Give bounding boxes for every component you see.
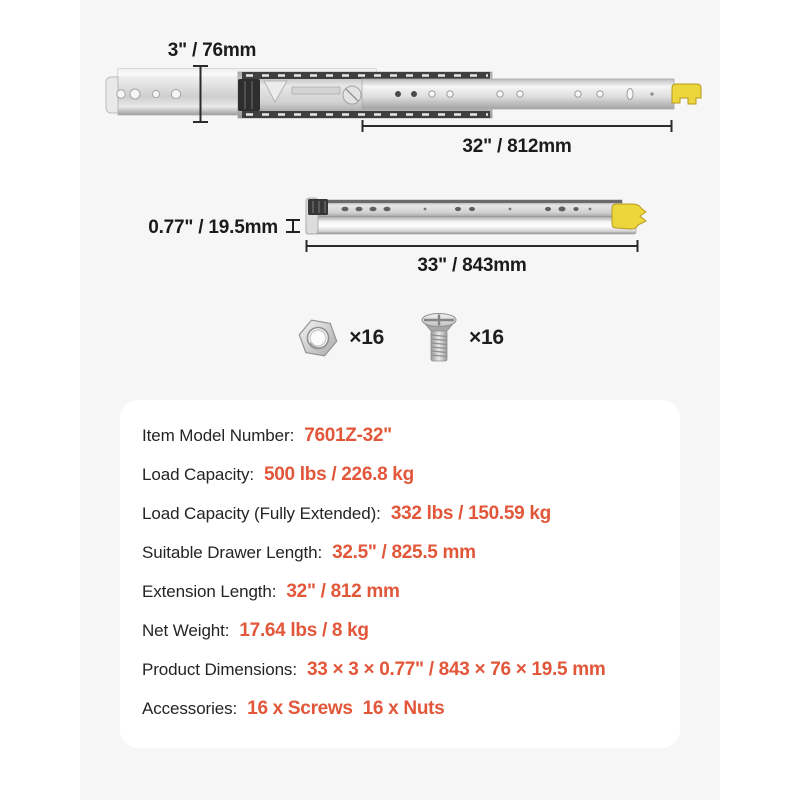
rail-slot <box>292 87 340 94</box>
lock-mechanism-block <box>238 79 260 111</box>
spec-label: Extension Length: <box>142 582 277 601</box>
nut-count: ×16 <box>349 326 384 349</box>
spec-value: 7601Z-32" <box>304 425 392 446</box>
spec-label: Accessories: <box>142 699 238 718</box>
spec-label: Load Capacity (Fully Extended): <box>142 504 381 523</box>
spec-value: 17.64 lbs / 8 kg <box>239 620 369 641</box>
spec-value: 32" / 812 mm <box>286 581 400 602</box>
spec-row-product-dimensions <box>142 657 660 683</box>
flat-head-screw-icon <box>418 311 460 365</box>
top-rail-edge <box>312 200 622 203</box>
nut-group <box>296 317 384 359</box>
spec-value: 16 x Screws 16 x Nuts <box>247 698 445 719</box>
spec-row-model <box>142 423 660 449</box>
spec-label: Load Capacity: <box>142 465 255 484</box>
yellow-lock-lever <box>612 204 646 229</box>
spec-label: Suitable Drawer Length: <box>142 543 323 562</box>
height-dimension-label: 3" / 76mm <box>167 40 257 61</box>
extension-dimension-line <box>363 120 672 132</box>
spec-row-load-capacity-extended <box>142 501 660 527</box>
spec-row-net-weight <box>142 618 660 644</box>
length-dimension-label: 33" / 843mm <box>417 255 527 276</box>
extended-slide-diagram <box>80 25 720 170</box>
spec-label: Product Dimensions: <box>142 660 297 679</box>
spec-value: 32.5" / 825.5 mm <box>332 542 476 563</box>
extension-dimension-label: 32" / 812mm <box>462 136 572 157</box>
specifications-panel <box>120 400 680 748</box>
spec-label: Net Weight: <box>142 621 230 640</box>
spec-row-drawer-length <box>142 540 660 566</box>
thickness-dimension-label: 0.77" / 19.5mm <box>148 217 278 238</box>
spec-value: 500 lbs / 226.8 kg <box>264 464 414 485</box>
spec-value: 332 lbs / 150.59 kg <box>390 503 551 524</box>
screw-count: ×16 <box>469 326 504 349</box>
spec-row-extension-length <box>142 579 660 605</box>
closed-slide-bottom-rail <box>306 216 636 234</box>
closed-slide-diagram <box>80 175 720 285</box>
spec-value: 33 × 3 × 0.77" / 843 × 76 × 19.5 mm <box>306 659 606 680</box>
screw-group <box>418 311 504 365</box>
length-dimension-line <box>307 240 638 252</box>
hex-nut-icon <box>296 317 340 359</box>
spec-row-accessories <box>142 696 660 722</box>
spec-row-load-capacity <box>142 462 660 488</box>
included-hardware-row <box>80 306 720 370</box>
yellow-lock-lever <box>672 84 701 104</box>
spec-label: Item Model Number: <box>142 426 295 445</box>
thickness-gauge-icon <box>286 220 300 232</box>
